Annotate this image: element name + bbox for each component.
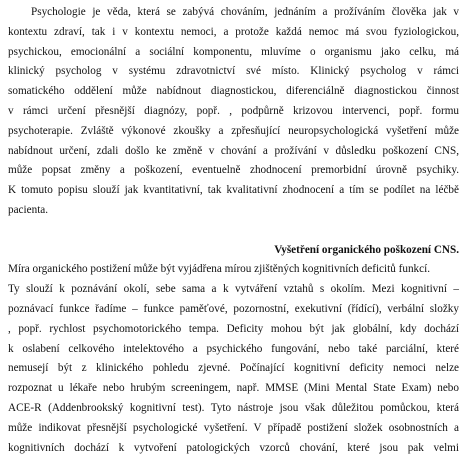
paragraph-1-line: klinický psycholog v systému zdravotnictví své místo. Klinický psycholog v rámci [8, 65, 459, 78]
paragraph-1-line: může popsat změny a poškození, eventuelně zhodnocení premorbidní úrovně psychiky. [8, 164, 459, 177]
paragraph-2-line: může indikovat přesnější psychologické vyšetření. V případě postižení složek osobnostních a [8, 421, 459, 434]
paragraph-1-line: pacienta. [8, 203, 49, 216]
paragraph-1-line: psychoterapie. Zvláště výkonové zkoušky a zpřesňující neuropsychologická vyšetření může [8, 124, 459, 137]
paragraph-2-line: ACE-R (Addenbrookský kognitivní test). Tyto nástroje jsou však důležitou pomůckou, která [8, 401, 459, 414]
paragraph-2-line: Ty slouží k poznávání okolí, sebe sama a k vytváření vztahů s okolím. Mezi kognitivní – [8, 283, 459, 296]
paragraph-2-line: kognitivních dochází k vytvoření patologických vzorců chování, které jsou pak velmi [8, 441, 459, 454]
paragraph-2-line: rozpoznat u lékaře nebo hrubým screeningem, např. MMSE (Mini Mental State Exam) nebo [8, 382, 459, 395]
paragraph-1-line: nabídnout určení, zdali došlo ke změně v chování a prožívání v důsledku poškození CNS, [8, 144, 459, 157]
paragraph-spacer [0, 221, 469, 241]
section-heading: Vyšetření organického poškození CNS. [274, 243, 459, 256]
paragraph-2-line: , popř. rychlost psychomotorického tempa. Deficity mohou být jak globální, kdy dochází [8, 322, 459, 335]
document-body [0, 3, 469, 458]
paragraph-2-line: k oslabení celkového intelektového a psychického fungování, nebo také parciální, které [8, 342, 459, 355]
paragraph-1-line: kontextu zdraví, tak i v kontextu nemoci, a protože každá nemoc má svou fyziologickou, [8, 25, 459, 38]
paragraph-1-line: v rámci určení přesnější diagnózy, popř. , podpůrně krizovou intervenci, popř. formu [8, 104, 459, 117]
paragraph-1-line: somatického oddělení může nabídnout diagnostickou, diferenciálně diagnostickou činnost [8, 85, 459, 98]
paragraph-1-line: K tomuto popisu slouží jak kvantitativní, tak kvalitativní zhodnocení a tím se podílet na léčbě [8, 184, 459, 197]
paragraph-1-line: Psychologie je věda, která se zabývá chováním, jednáním a prožíváním člověka jak v [31, 6, 459, 18]
paragraph-2-line: nemusejí být z klinického pohledu zjevné. Počínající kognitivní deficity nemoci nelze [8, 362, 459, 375]
paragraph-2-line: poznávací funkce řadíme – funkce paměťové, pozornostní, exekutivní (řídící), verbální složky [8, 302, 459, 315]
paragraph-2-line: Míra organického postižení může být vyjádřena mírou zjištěných kognitivních deficitů funkcí. [8, 263, 431, 276]
paragraph-1-line: psychickou, emocionální a sociální komponentu, mluvíme o organismu jako celku, má [8, 45, 459, 58]
